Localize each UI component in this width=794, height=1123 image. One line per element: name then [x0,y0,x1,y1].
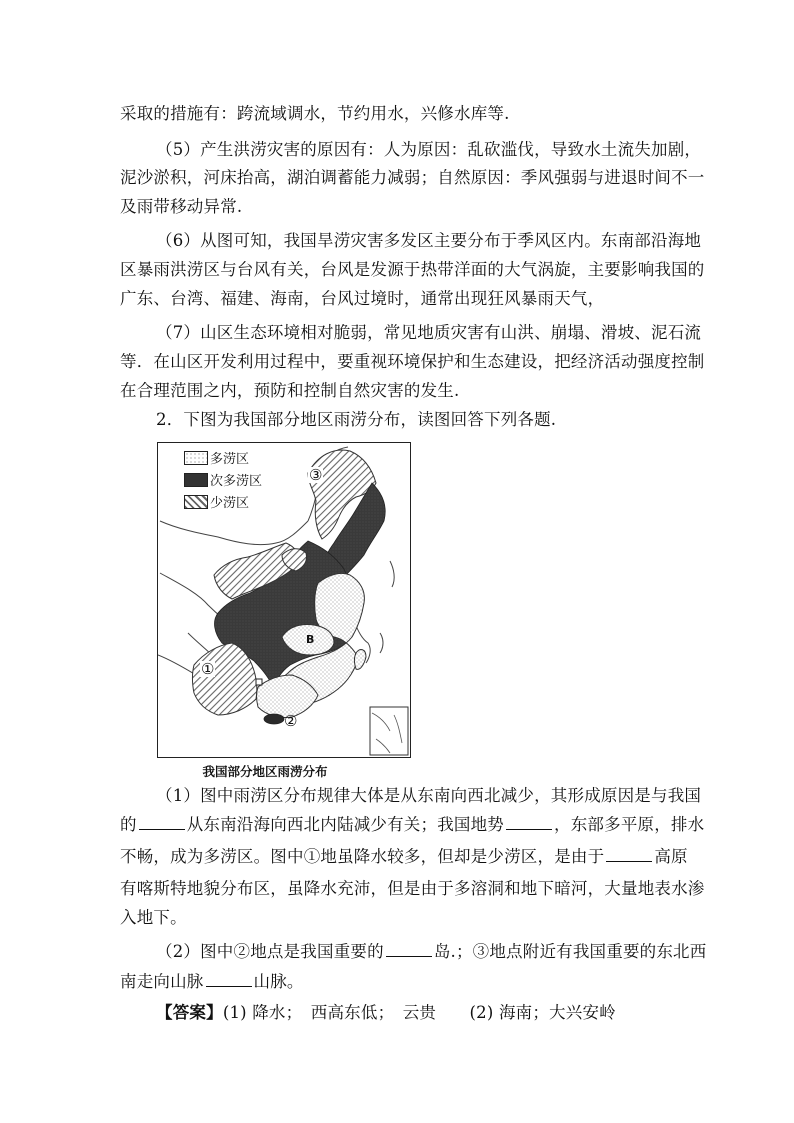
answer-label: 【答案】 [156,1003,223,1022]
answer-line [156,1003,616,1023]
q1-blank-2 [506,815,552,830]
marker-2: ② [284,712,298,730]
q1-line3 [120,847,688,867]
legend-label-dots: 多涝区 [210,452,250,467]
marker-b: B [306,633,315,646]
map-caption: 我国部分地区雨涝分布 [202,764,328,779]
para4-line1: （7）山区生态环境相对脆弱，常见地质灾害有山洪、崩塌、滑坡、泥石流 [156,323,702,342]
taiwan-island [355,650,367,670]
para1-line1: 采取的措施有：跨流域调水，节约用水，兴修水库等. [120,104,510,123]
q1-line5: 入地下。 [120,908,187,927]
q1-line2-part-c: ，东部多平原，排水 [554,815,705,834]
para3-line1: （6）从图可知，我国旱涝灾害多发区主要分布于季风区内。东南部沿海地 [156,231,702,250]
q1-blank-1 [139,815,185,830]
q1-line2-part-b: 从东南沿海向西北内陆减少有关；我国地势 [186,815,505,834]
q1-line2 [120,815,704,835]
q1-blank-3 [606,847,652,862]
q1-line2-part-a: 的 [120,815,137,834]
map-svg [158,443,410,757]
hainan-island [264,714,284,724]
legend-swatch-hatch [184,495,208,509]
para4-line2: 等．在山区开发利用过程中，要重视环境保护和生态建设，把经济活动强度控制 [120,352,705,371]
q2-line2 [120,972,304,992]
para3-line3: 广东、台湾、福建、海南，台风过境时，通常出现狂风暴雨天气， [120,289,605,308]
legend-label-hatch: 少涝区 [210,496,250,511]
q2-blank-1 [386,942,432,957]
location-marker [256,679,262,685]
q2-blank-2 [206,972,252,987]
answer-text: (1) 降水； 西高东低； 云贵 (2) 海南；大兴安岭 [222,1003,616,1022]
para4-line3: 在合理范围之内，预防和控制自然灾害的发生. [120,381,460,400]
q1-line3-part-b: 高原 [654,847,688,866]
rain-flood-map [157,442,411,758]
legend-swatch-dark [184,473,208,487]
para2-line2: 泥沙淤积，河床抬高，湖泊调蓄能力减弱；自然原因：季风强弱与进退时间不一 [120,168,705,187]
q2-line1 [156,942,706,962]
marker-3: ③ [309,466,323,484]
q2-line2-part-a: 南走向山脉 [120,972,204,991]
south-sea-inset [370,707,408,755]
question2-stem: 2．下图为我国部分地区雨涝分布，读图回答下列各题. [156,410,557,429]
q1-line4: 有喀斯特地貌分布区，虽降水充沛，但是由于多溶洞和地下暗河，大量地表水渗 [120,879,705,898]
q2-line1-part-a: （2）图中②地点是我国重要的 [156,942,384,961]
q2-line2-part-b: 山脉。 [253,972,304,991]
legend-label-dark: 次多涝区 [210,474,263,489]
para3-line2: 区暴雨洪涝区与台风有关，台风是发源于热带洋面的大气涡旋，主要影响我国的 [120,260,705,279]
para2-line1: （5）产生洪涝灾害的原因有：人为原因：乱砍滥伐，导致水土流失加剧， [156,140,702,159]
marker-1: ① [201,660,215,678]
q1-line1: （1）图中雨涝区分布规律大体是从东南向西北减少，其形成原因是与我国 [156,786,702,805]
q2-line1-part-b: 岛.；③地点附近有我国重要的东北西 [433,942,707,961]
para2-line3: 及雨带移动异常. [120,197,243,216]
q1-line3-part-a: 不畅，成为多涝区。图中①地虽降水较多，但却是少涝区，是由于 [120,847,605,866]
legend-swatch-dots [184,451,208,465]
